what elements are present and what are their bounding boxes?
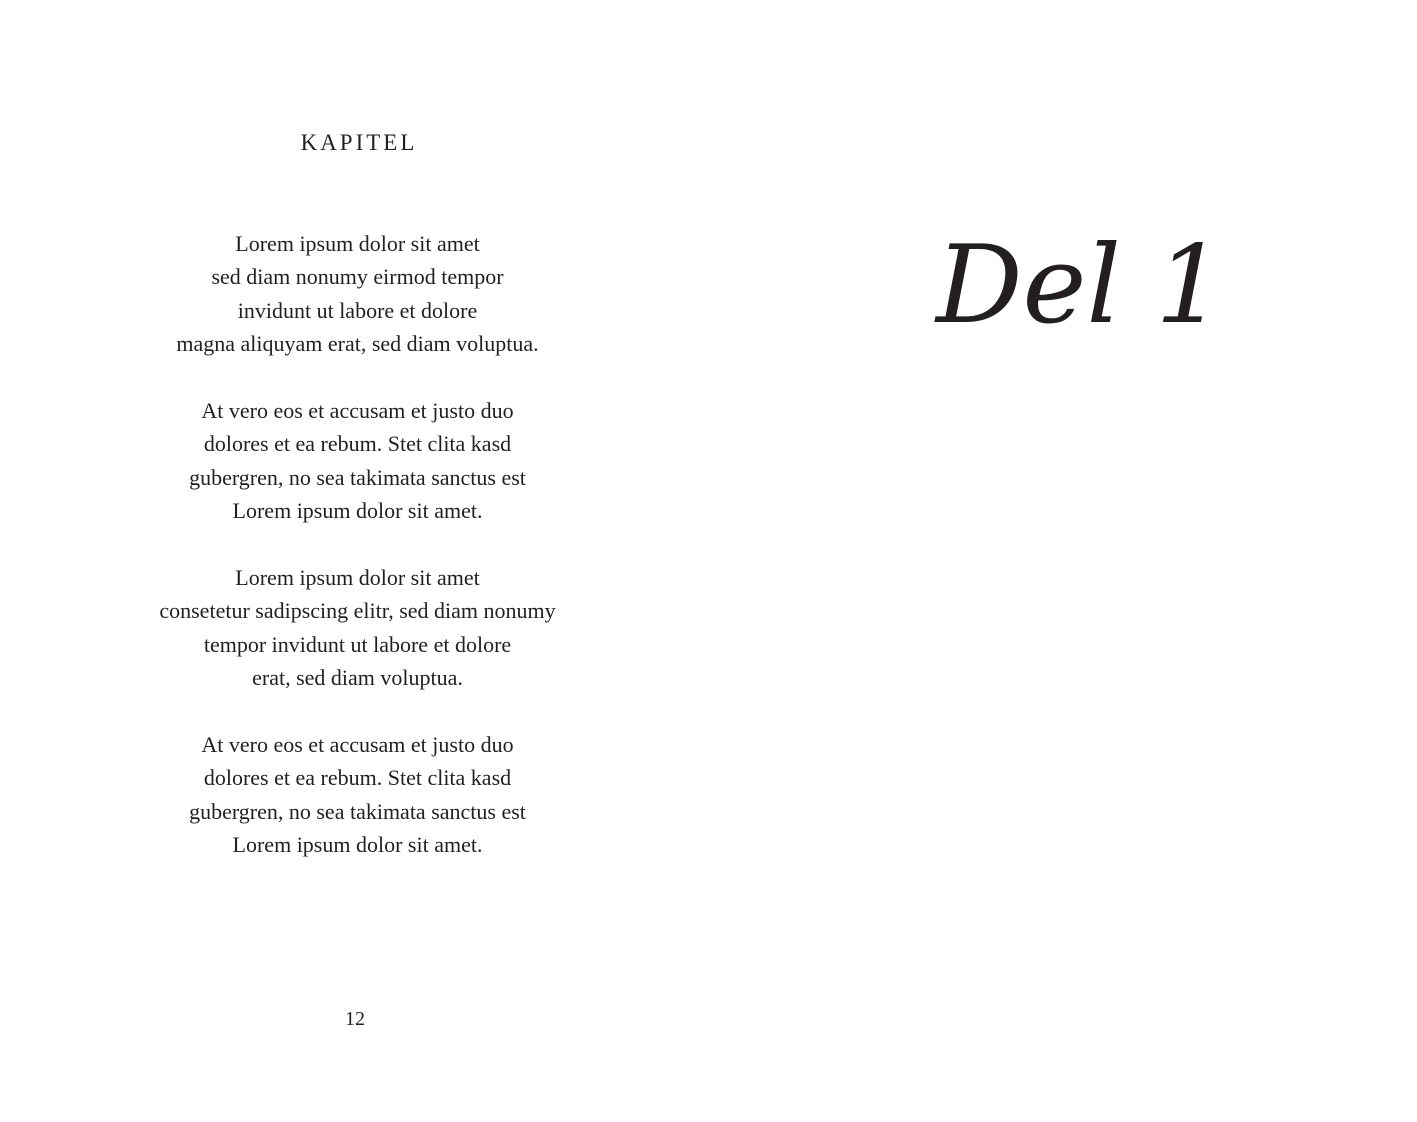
poem-line: tempor invidunt ut labore et dolore xyxy=(203,631,512,657)
poem-line: dolores et ea rebum. Stet clita kasd xyxy=(203,431,512,457)
poem-line: At vero eos et accusam et justo duo xyxy=(201,398,514,424)
running-head-text: KAPITEL xyxy=(300,130,418,155)
poem-line: Lorem ipsum dolor sit amet xyxy=(235,231,480,256)
poem-line: gubergren, no sea takimata sanctus est xyxy=(189,798,526,824)
poem-line: Lorem ipsum dolor sit amet. xyxy=(232,832,483,858)
part-title xyxy=(930,218,1230,348)
poem-line: At vero eos et accusam et justo duo xyxy=(201,732,514,758)
stanza-2 xyxy=(0,394,715,528)
poem-line: Lorem ipsum dolor sit amet. xyxy=(232,498,483,524)
stanza-1 xyxy=(0,227,715,361)
stanza-3 xyxy=(0,561,715,695)
page-number: 12 xyxy=(345,1008,365,1030)
poem-line: erat, sed diam voluptua. xyxy=(252,665,463,691)
running-head xyxy=(0,128,715,158)
poem-line: magna aliquyam erat, sed diam voluptua. xyxy=(176,331,539,357)
poem xyxy=(0,227,715,895)
right-page xyxy=(715,0,1417,1122)
stanza-4 xyxy=(0,728,715,862)
poem-line: dolores et ea rebum. Stet clita kasd xyxy=(203,765,512,791)
poem-line: Lorem ipsum dolor sit amet xyxy=(235,565,480,591)
poem-line: consetetur sadipscing elitr, sed diam nonumy xyxy=(159,598,556,624)
poem-line: sed diam nonumy eirmod tempor xyxy=(211,264,504,290)
part-title-svg xyxy=(930,218,1230,348)
poem-line: gubergren, no sea takimata sanctus est xyxy=(189,464,526,490)
poem-line: invidunt ut labore et dolore xyxy=(237,297,478,323)
part-title-text: Del 1 xyxy=(935,223,1225,348)
